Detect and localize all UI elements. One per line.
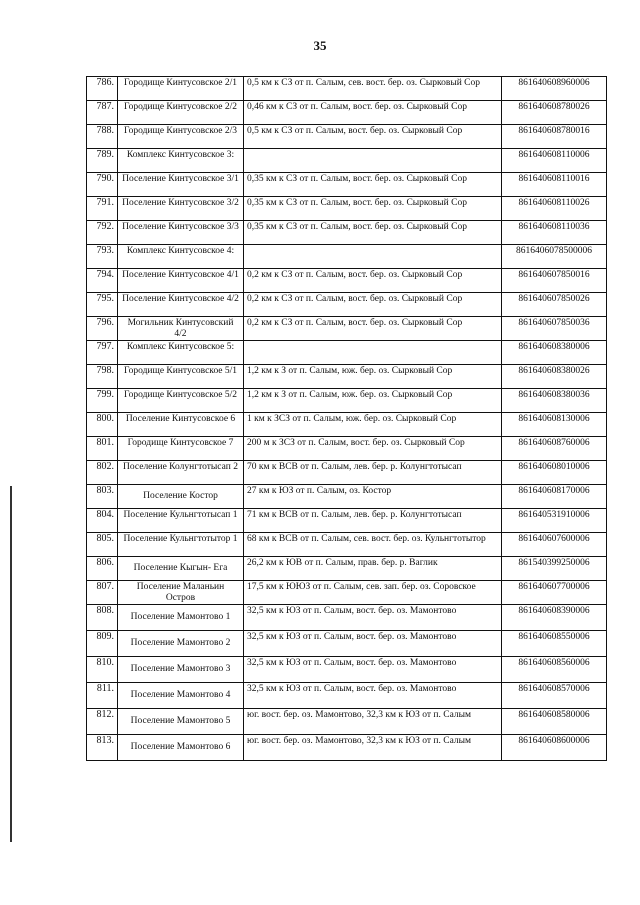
row-number: 800. bbox=[87, 413, 118, 437]
row-number: 789. bbox=[87, 149, 118, 173]
row-number: 787. bbox=[87, 101, 118, 125]
row-number: 794. bbox=[87, 269, 118, 293]
object-location: юг. вост. бер. оз. Мамонтово, 32,3 км к ЮЗ от п. Салым bbox=[244, 709, 502, 735]
object-location: 17,5 км к ЮЮЗ от п. Салым, сев. зап. бер. оз. Соровское bbox=[244, 581, 502, 605]
table-row bbox=[87, 245, 607, 269]
page-number: 35 bbox=[313, 38, 327, 53]
object-name: Поселение Маланьин Остров bbox=[118, 581, 244, 605]
row-number: 795. bbox=[87, 293, 118, 317]
row-number: 811. bbox=[87, 683, 118, 709]
object-name: Поселение Кульнгтотытор 1 bbox=[118, 533, 244, 557]
row-number: 799. bbox=[87, 389, 118, 413]
heritage-registry-table bbox=[86, 76, 607, 761]
object-name: Поселение Кинтусовское 6 bbox=[118, 413, 244, 437]
registry-code: 861640608570006 bbox=[502, 683, 607, 709]
object-location: 0,46 км к СЗ от п. Салым, вост. бер. оз. Сырковый Сор bbox=[244, 101, 502, 125]
object-name: Поселение Кинтусовское 3/2 bbox=[118, 197, 244, 221]
scan-margin-mark bbox=[10, 486, 12, 842]
object-location: 26,2 км к ЮВ от п. Салым, прав. бер. р. Ваглик bbox=[244, 557, 502, 581]
object-name: Городище Кинтусовское 7 bbox=[118, 437, 244, 461]
row-number: 806. bbox=[87, 557, 118, 581]
row-number: 808. bbox=[87, 605, 118, 631]
registry-code: 861640607600006 bbox=[502, 533, 607, 557]
row-number: 801. bbox=[87, 437, 118, 461]
table-row bbox=[87, 683, 607, 709]
table-row bbox=[87, 365, 607, 389]
row-number: 796. bbox=[87, 317, 118, 341]
table-row bbox=[87, 413, 607, 437]
object-location: 32,5 км к ЮЗ от п. Салым, вост. бер. оз. Мамонтово bbox=[244, 657, 502, 683]
table-row bbox=[87, 509, 607, 533]
object-location: юг. вост. бер. оз. Мамонтово, 32,3 км к ЮЗ от п. Салым bbox=[244, 735, 502, 761]
table-row bbox=[87, 125, 607, 149]
table-row bbox=[87, 557, 607, 581]
object-name: Поселение Мамонтово 1 bbox=[118, 605, 244, 631]
object-location: 0,35 км к СЗ от п. Салым, вост. бер. оз. Сырковый Сор bbox=[244, 197, 502, 221]
object-location: 70 км к ВСВ от п. Салым, лев. бер. р. Колунгтотысап bbox=[244, 461, 502, 485]
table-row bbox=[87, 485, 607, 509]
table-row bbox=[87, 631, 607, 657]
registry-code: 861640608600006 bbox=[502, 735, 607, 761]
object-location: 0,5 км к СЗ от п. Салым, вост. бер. оз. Сырковый Сор bbox=[244, 125, 502, 149]
registry-code: 861640608960006 bbox=[502, 77, 607, 101]
table-row bbox=[87, 709, 607, 735]
table-row bbox=[87, 437, 607, 461]
object-location: 32,5 км к ЮЗ от п. Салым, вост. бер. оз. Мамонтово bbox=[244, 605, 502, 631]
registry-code: 861640608110036 bbox=[502, 221, 607, 245]
row-number: 812. bbox=[87, 709, 118, 735]
object-location: 1 км к ЗСЗ от п. Салым, юж. бер. оз. Сырковый Сор bbox=[244, 413, 502, 437]
row-number: 813. bbox=[87, 735, 118, 761]
object-location: 0,35 км к СЗ от п. Салым, вост. бер. оз. Сырковый Сор bbox=[244, 173, 502, 197]
table-row bbox=[87, 341, 607, 365]
object-location: 0,2 км к СЗ от п. Салым, вост. бер. оз. Сырковый Сор bbox=[244, 269, 502, 293]
registry-code: 8616406078500006 bbox=[502, 245, 607, 269]
object-location: 1,2 км к З от п. Салым, юж. бер. оз. Сырковый Сор bbox=[244, 365, 502, 389]
table-row bbox=[87, 389, 607, 413]
registry-code: 861640608760006 bbox=[502, 437, 607, 461]
registry-code: 861640608380036 bbox=[502, 389, 607, 413]
object-location: 68 км к ВСВ от п. Салым, сев. вост. бер. оз. Кульнгтотытор bbox=[244, 533, 502, 557]
object-location: 0,5 км к СЗ от п. Салым, сев. вост. бер. оз. Сырковый Сор bbox=[244, 77, 502, 101]
row-number: 810. bbox=[87, 657, 118, 683]
object-name: Поселение Кульнгтотысап 1 bbox=[118, 509, 244, 533]
object-name: Могильник Кинтусовский 4/2 bbox=[118, 317, 244, 341]
registry-code: 861640608550006 bbox=[502, 631, 607, 657]
registry-code: 861640608380026 bbox=[502, 365, 607, 389]
table-row bbox=[87, 293, 607, 317]
object-name: Поселение Кинтусовское 3/1 bbox=[118, 173, 244, 197]
object-name: Комплекс Кинтусовское 5: bbox=[118, 341, 244, 365]
table-row bbox=[87, 317, 607, 341]
object-location: 27 км к ЮЗ от п. Салым, оз. Костор bbox=[244, 485, 502, 509]
registry-code: 861640608110016 bbox=[502, 173, 607, 197]
row-number: 790. bbox=[87, 173, 118, 197]
registry-code: 861640608780016 bbox=[502, 125, 607, 149]
object-name: Поселение Мамонтово 5 bbox=[118, 709, 244, 735]
object-location bbox=[244, 245, 502, 269]
object-name: Городище Кинтусовское 5/1 bbox=[118, 365, 244, 389]
object-name: Поселение Колунгтотысап 2 bbox=[118, 461, 244, 485]
registry-code: 861640608110026 bbox=[502, 197, 607, 221]
object-location bbox=[244, 149, 502, 173]
object-name: Поселение Костор bbox=[118, 485, 244, 509]
row-number: 793. bbox=[87, 245, 118, 269]
table-row bbox=[87, 77, 607, 101]
registry-code: 861640608390006 bbox=[502, 605, 607, 631]
table-row bbox=[87, 461, 607, 485]
object-name: Поселение Мамонтово 6 bbox=[118, 735, 244, 761]
registry-code: 861640608130006 bbox=[502, 413, 607, 437]
table-row bbox=[87, 149, 607, 173]
table-row bbox=[87, 173, 607, 197]
table-row bbox=[87, 197, 607, 221]
object-name: Поселение Мамонтово 4 bbox=[118, 683, 244, 709]
row-number: 803. bbox=[87, 485, 118, 509]
object-name: Поселение Кинтусовское 3/3 bbox=[118, 221, 244, 245]
row-number: 804. bbox=[87, 509, 118, 533]
row-number: 809. bbox=[87, 631, 118, 657]
row-number: 802. bbox=[87, 461, 118, 485]
object-name: Городище Кинтусовское 2/1 bbox=[118, 77, 244, 101]
row-number: 797. bbox=[87, 341, 118, 365]
registry-code: 861640607850036 bbox=[502, 317, 607, 341]
table-row bbox=[87, 533, 607, 557]
row-number: 786. bbox=[87, 77, 118, 101]
object-location: 32,5 км к ЮЗ от п. Салым, вост. бер. оз. Мамонтово bbox=[244, 631, 502, 657]
object-name: Поселение Кыгын- Ега bbox=[118, 557, 244, 581]
object-name: Городище Кинтусовское 2/3 bbox=[118, 125, 244, 149]
registry-code: 861640608560006 bbox=[502, 657, 607, 683]
table-row bbox=[87, 221, 607, 245]
object-name: Поселение Кинтусовское 4/2 bbox=[118, 293, 244, 317]
table-row bbox=[87, 101, 607, 125]
table-row bbox=[87, 735, 607, 761]
registry-table-body bbox=[87, 77, 607, 761]
registry-code: 861640608010006 bbox=[502, 461, 607, 485]
table-row bbox=[87, 581, 607, 605]
registry-code: 861640607850026 bbox=[502, 293, 607, 317]
registry-code: 861640608580006 bbox=[502, 709, 607, 735]
registry-code: 861640608170006 bbox=[502, 485, 607, 509]
registry-code: 861540399250006 bbox=[502, 557, 607, 581]
registry-code: 861640608780026 bbox=[502, 101, 607, 125]
object-name: Комплекс Кинтусовское 3: bbox=[118, 149, 244, 173]
table-row bbox=[87, 605, 607, 631]
registry-code: 861640608110006 bbox=[502, 149, 607, 173]
row-number: 791. bbox=[87, 197, 118, 221]
row-number: 792. bbox=[87, 221, 118, 245]
object-name: Поселение Кинтусовское 4/1 bbox=[118, 269, 244, 293]
object-location: 0,2 км к СЗ от п. Салым, вост. бер. оз. Сырковый Сор bbox=[244, 293, 502, 317]
object-location: 1,2 км к З от п. Салым, юж. бер. оз. Сырковый Сор bbox=[244, 389, 502, 413]
object-name: Комплекс Кинтусовское 4: bbox=[118, 245, 244, 269]
object-location bbox=[244, 341, 502, 365]
object-location: 71 км к ВСВ от п. Салым, лев. бер. р. Колунгтотысап bbox=[244, 509, 502, 533]
object-location: 0,35 км к СЗ от п. Салым, вост. бер. оз. Сырковый Сор bbox=[244, 221, 502, 245]
row-number: 788. bbox=[87, 125, 118, 149]
object-name: Поселение Мамонтово 3 bbox=[118, 657, 244, 683]
table-row bbox=[87, 657, 607, 683]
object-location: 0,2 км к СЗ от п. Салым, вост. бер. оз. Сырковый Сор bbox=[244, 317, 502, 341]
object-name: Городище Кинтусовское 2/2 bbox=[118, 101, 244, 125]
registry-code: 861640607850016 bbox=[502, 269, 607, 293]
object-name: Городище Кинтусовское 5/2 bbox=[118, 389, 244, 413]
row-number: 807. bbox=[87, 581, 118, 605]
registry-code: 861640608380006 bbox=[502, 341, 607, 365]
row-number: 805. bbox=[87, 533, 118, 557]
row-number: 798. bbox=[87, 365, 118, 389]
registry-code: 861640607700006 bbox=[502, 581, 607, 605]
object-name: Поселение Мамонтово 2 bbox=[118, 631, 244, 657]
object-location: 32,5 км к ЮЗ от п. Салым, вост. бер. оз. Мамонтово bbox=[244, 683, 502, 709]
table-row bbox=[87, 269, 607, 293]
object-location: 200 м к ЗСЗ от п. Салым, вост. бер. оз. Сырковый Сор bbox=[244, 437, 502, 461]
registry-code: 861640531910006 bbox=[502, 509, 607, 533]
